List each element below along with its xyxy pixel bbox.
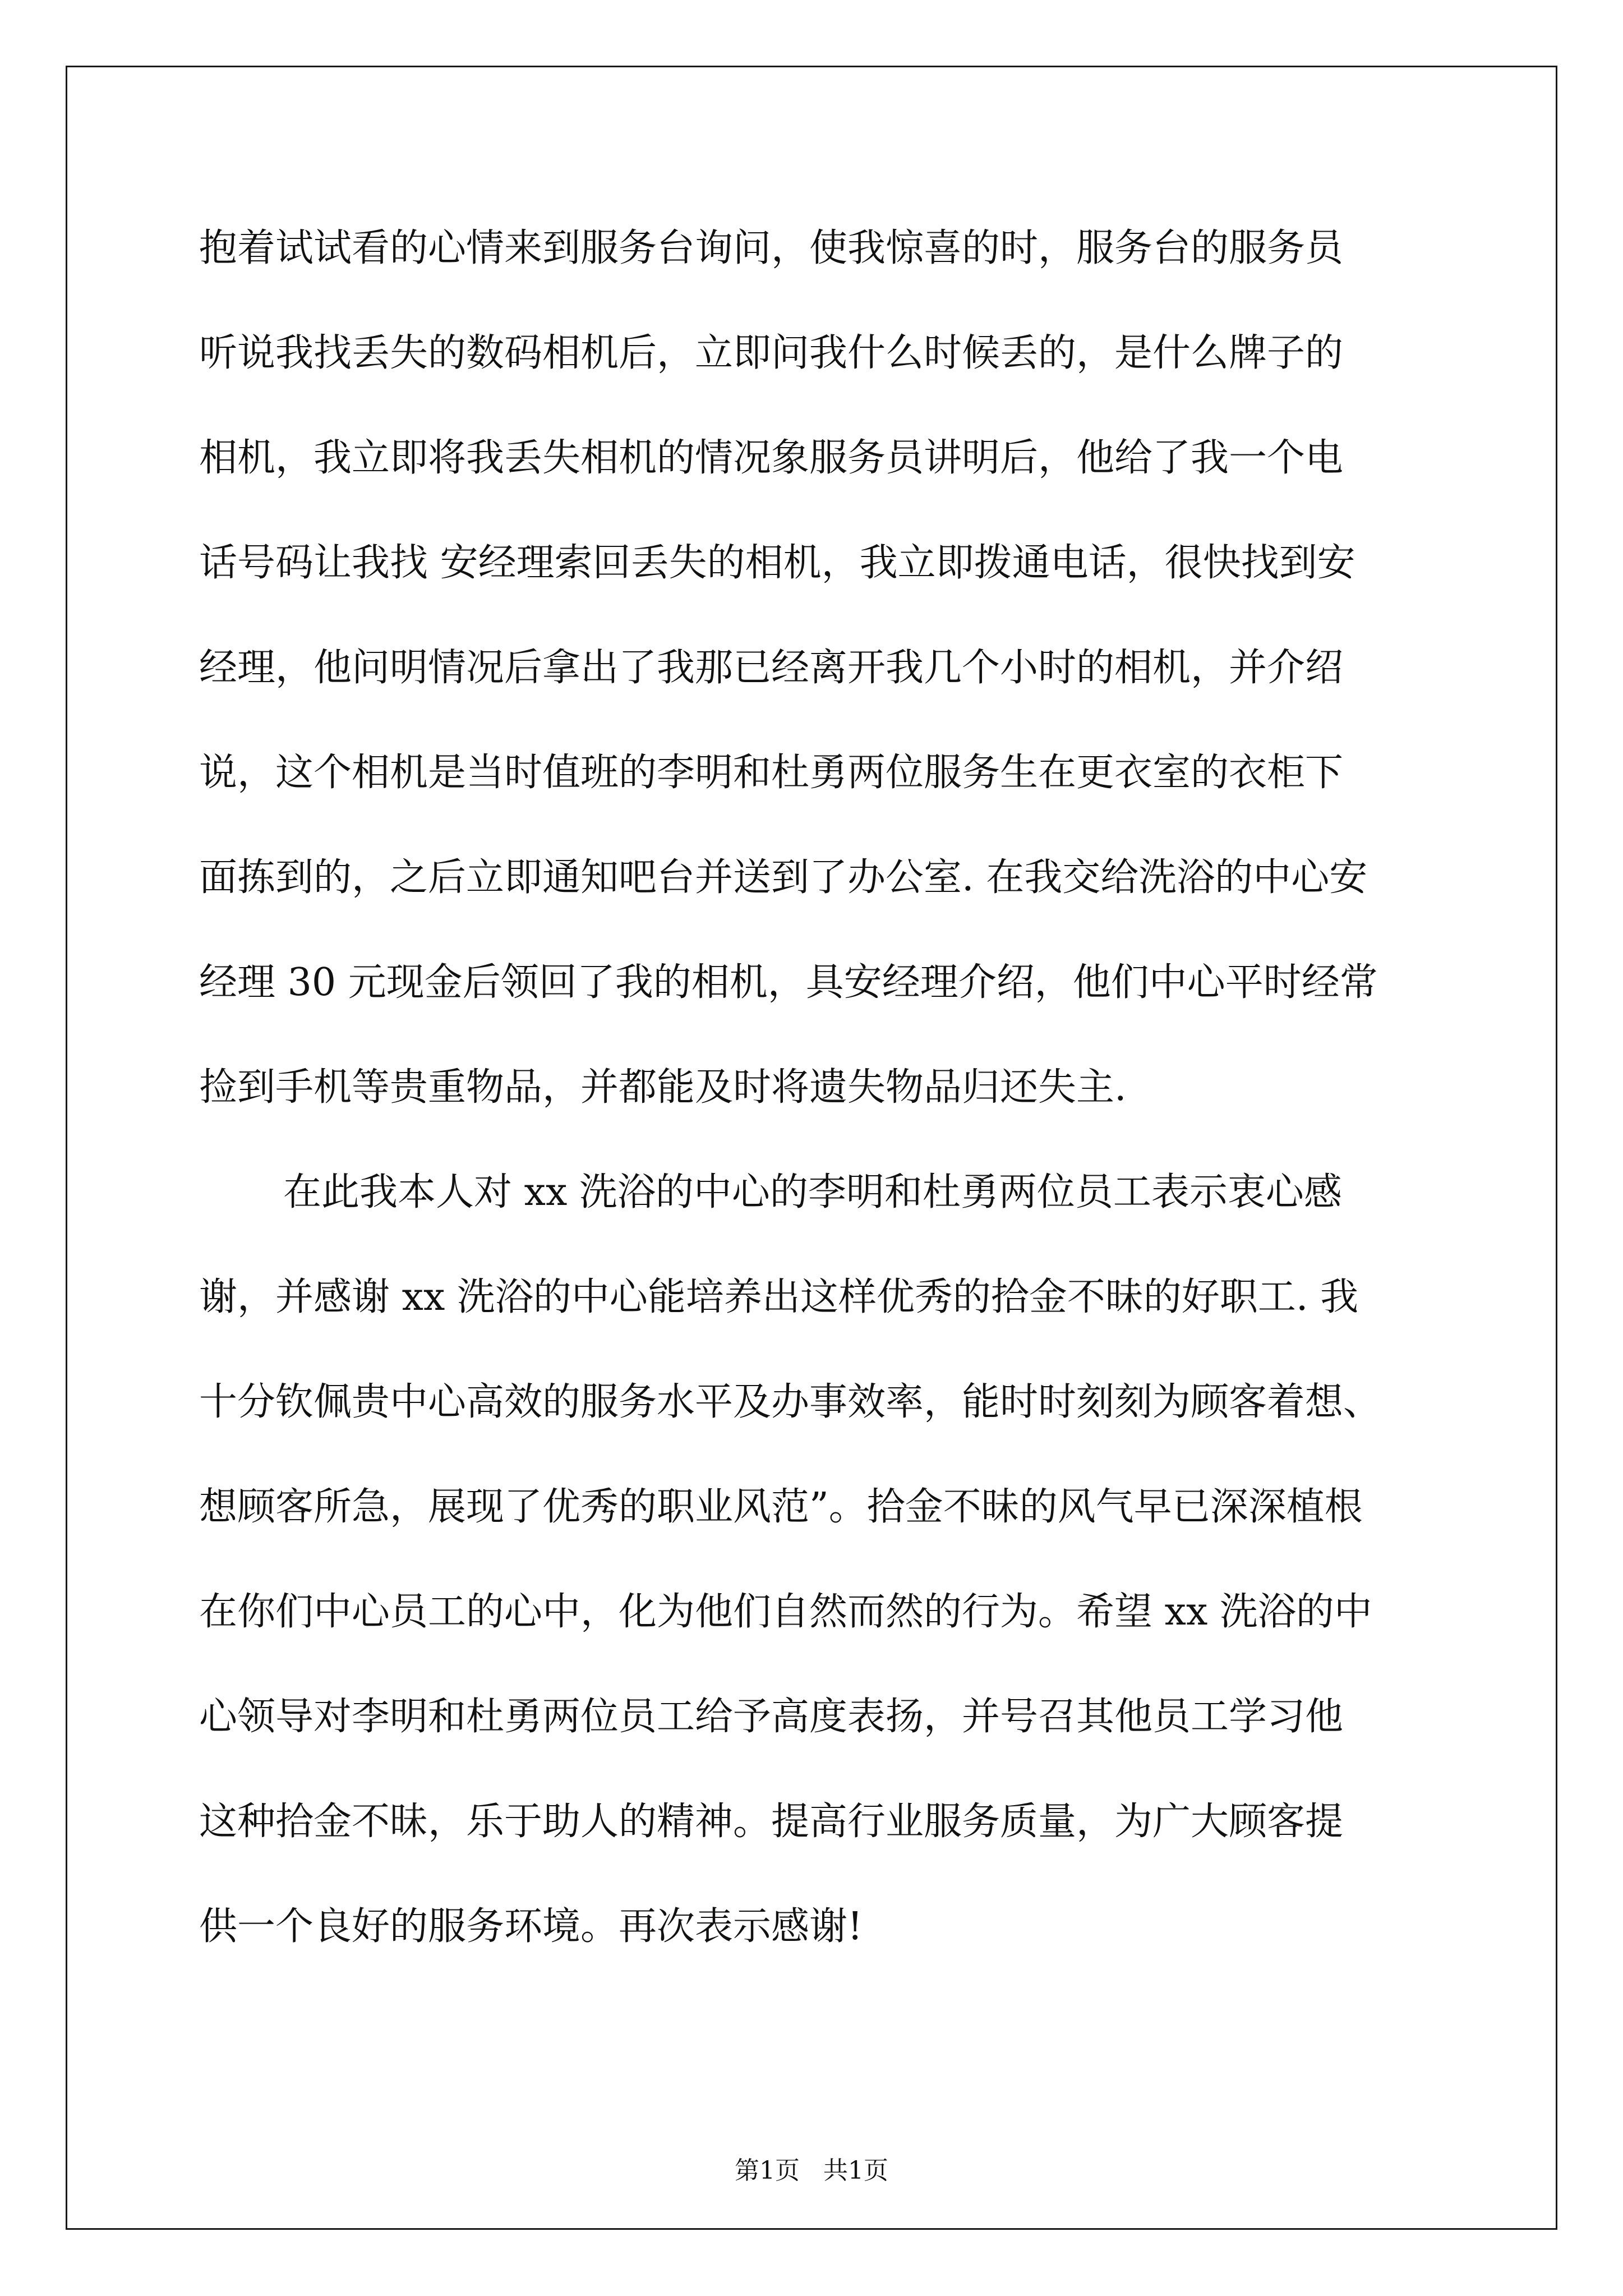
text-line: 谢，并感谢 xx 洗浴的中心能培养出这样优秀的拾金不昧的好职工. 我 — [199, 1275, 1359, 1319]
text-line: 供一个良好的服务环境。再次表示感谢! — [199, 1904, 863, 1949]
text-line: 话号码让我找 安经理索回丢失的相机，我立即拨通电话，很快找到安 — [199, 541, 1355, 585]
text-line: 经理 30 元现金后领回了我的相机，具安经理介绍，他们中心平时经常 — [199, 960, 1378, 1005]
page-number-footer: 第1页 共1页 — [735, 2156, 888, 2185]
text-line: 抱着试试看的心情来到服务台询问，使我惊喜的时，服务台的服务员 — [199, 226, 1344, 270]
text-line: 捡到手机等贵重物品，并都能及时将遗失物品归还失主. — [199, 1065, 1127, 1110]
text-line: 十分钦佩贵中心高效的服务水平及办事效率，能时时刻刻为顾客着想、 — [199, 1380, 1382, 1424]
text-line: 想顾客所急，展现了优秀的职业风范”。拾金不昧的风气早已深深植根 — [199, 1485, 1363, 1529]
text-line: 在你们中心员工的心中，化为他们自然而然的行为。希望 xx 洗浴的中 — [199, 1590, 1372, 1634]
text-line: 说，这个相机是当时值班的李明和杜勇两位服务生在更衣室的衣柜下 — [199, 751, 1344, 795]
text-line: 相机，我立即将我丢失相机的情况象服务员讲明后，他给了我一个电 — [199, 436, 1344, 480]
paragraph-start-line: 在此我本人对 xx 洗浴的中心的李明和杜勇两位员工表示衷心感 — [283, 1170, 1342, 1214]
text-line: 心领导对李明和杜勇两位员工给予高度表扬，并号召其他员工学习他 — [199, 1695, 1344, 1739]
text-line: 经理，他问明情况后拿出了我那已经离开我几个小时的相机，并介绍 — [199, 646, 1344, 690]
text-line: 听说我找丢失的数码相机后，立即问我什么时候丢的，是什么牌子的 — [199, 331, 1344, 375]
text-line: 面拣到的，之后立即通知吧台并送到了办公室. 在我交给洗浴的中心安 — [199, 855, 1368, 900]
text-line: 这种拾金不昧，乐于助人的精神。提高行业服务质量，为广大顾客提 — [199, 1800, 1344, 1844]
